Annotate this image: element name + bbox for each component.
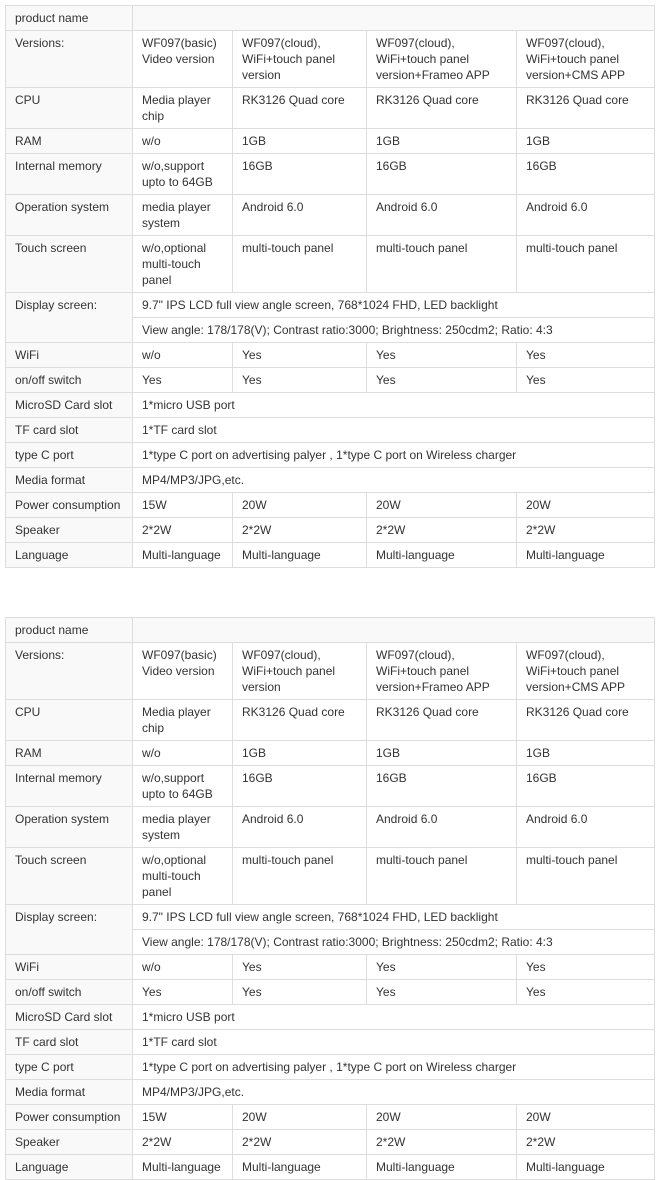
spec-value: 16GB (517, 766, 655, 807)
spec-row (6, 129, 655, 154)
spec-label: Media format (6, 468, 133, 493)
spec-value: RK3126 Quad core (233, 88, 367, 129)
spec-label: Operation system (6, 807, 133, 848)
spec-value: 16GB (517, 154, 655, 195)
spec-value: 2*2W (517, 1130, 655, 1155)
spec-value: media player system (133, 195, 233, 236)
spec-value: View angle: 178/178(V); Contrast ratio:3000; Brightness: 250cdm2; Ratio: 4:3 (133, 318, 655, 343)
spec-value: MP4/MP3/JPG,etc. (133, 1080, 655, 1105)
spec-row (6, 741, 655, 766)
spec-label: Media format (6, 1080, 133, 1105)
spec-label: Touch screen (6, 848, 133, 905)
spec-value: w/o,support upto to 64GB (133, 766, 233, 807)
spec-value: Yes (233, 980, 367, 1005)
spec-value: Yes (517, 368, 655, 393)
spec-row (6, 1005, 655, 1030)
spec-row (6, 293, 655, 318)
spec-value: 2*2W (367, 1130, 517, 1155)
spec-label: Speaker (6, 518, 133, 543)
spec-value: Multi-language (233, 1155, 367, 1180)
spec-row (6, 493, 655, 518)
spec-value: 16GB (367, 766, 517, 807)
spec-value: 1*type C port on advertising palyer , 1*type C port on Wireless charger (133, 443, 655, 468)
spec-row (6, 1055, 655, 1080)
spec-value: 16GB (367, 154, 517, 195)
spec-row (6, 1105, 655, 1130)
spec-value: Multi-language (367, 1155, 517, 1180)
spec-table-body (6, 6, 655, 568)
spec-value: Android 6.0 (517, 195, 655, 236)
spec-value: 2*2W (517, 518, 655, 543)
spec-value: 15W (133, 1105, 233, 1130)
spec-label: Power consumption (6, 1105, 133, 1130)
spec-value: WF097(cloud), WiFi+touch panel version (233, 31, 367, 88)
spec-row (6, 1030, 655, 1055)
spec-row (6, 468, 655, 493)
spec-value: 20W (233, 1105, 367, 1130)
spec-label: CPU (6, 88, 133, 129)
spec-label: Speaker (6, 1130, 133, 1155)
spec-value (133, 6, 655, 31)
spec-value: 16GB (233, 154, 367, 195)
spec-row (6, 88, 655, 129)
spec-value: 1GB (233, 741, 367, 766)
spec-value: Yes (517, 955, 655, 980)
spec-label: Display screen: (6, 905, 133, 955)
spec-value: Multi-language (133, 1155, 233, 1180)
spec-table-body (6, 618, 655, 1180)
spec-value: 2*2W (233, 518, 367, 543)
spec-label: WiFi (6, 343, 133, 368)
spec-row (6, 1130, 655, 1155)
spec-value: Multi-language (133, 543, 233, 568)
spec-label: Touch screen (6, 236, 133, 293)
spec-value: w/o,support upto to 64GB (133, 154, 233, 195)
spec-value (133, 618, 655, 643)
spec-value: Media player chip (133, 88, 233, 129)
spec-value: multi-touch panel (233, 848, 367, 905)
spec-value: Multi-language (367, 543, 517, 568)
spec-value: 1GB (233, 129, 367, 154)
spec-value: WF097(cloud), WiFi+touch panel version (233, 643, 367, 700)
spec-row (6, 418, 655, 443)
spec-value: 1GB (367, 129, 517, 154)
spec-value: 20W (233, 493, 367, 518)
spec-row (6, 543, 655, 568)
spec-value: 20W (517, 1105, 655, 1130)
spec-value: WF097(cloud), WiFi+touch panel version+CMS APP (517, 31, 655, 88)
spec-label: Display screen: (6, 293, 133, 343)
spec-value: Yes (233, 955, 367, 980)
spec-label: Internal memory (6, 766, 133, 807)
spec-value: MP4/MP3/JPG,etc. (133, 468, 655, 493)
spec-label: Versions: (6, 31, 133, 88)
spec-value: multi-touch panel (367, 236, 517, 293)
spec-value: 2*2W (133, 518, 233, 543)
spec-value: Android 6.0 (367, 807, 517, 848)
spec-value: 1*TF card slot (133, 1030, 655, 1055)
spec-value: RK3126 Quad core (233, 700, 367, 741)
spec-value: Android 6.0 (233, 195, 367, 236)
spec-row (6, 1080, 655, 1105)
spec-value: w/o,optional multi-touch panel (133, 236, 233, 293)
spec-value: Yes (517, 980, 655, 1005)
spec-value: multi-touch panel (367, 848, 517, 905)
spec-table-1 (5, 5, 655, 568)
spec-value: 1GB (517, 741, 655, 766)
spec-value: 20W (367, 493, 517, 518)
spec-label: type C port (6, 443, 133, 468)
spec-value: 16GB (233, 766, 367, 807)
spec-label: CPU (6, 700, 133, 741)
spec-row (6, 1155, 655, 1180)
spec-value: Yes (233, 343, 367, 368)
spec-value: Yes (133, 368, 233, 393)
spec-row (6, 236, 655, 293)
spec-value: RK3126 Quad core (517, 700, 655, 741)
spec-row (6, 343, 655, 368)
spec-row (6, 518, 655, 543)
spec-label: on/off switch (6, 368, 133, 393)
spec-label: Language (6, 1155, 133, 1180)
spec-label: MicroSD Card slot (6, 393, 133, 418)
spec-value: 1*TF card slot (133, 418, 655, 443)
spec-row (6, 368, 655, 393)
spec-value: WF097(basic) Video version (133, 31, 233, 88)
spec-label: Language (6, 543, 133, 568)
spec-value: w/o,optional multi-touch panel (133, 848, 233, 905)
spec-label: MicroSD Card slot (6, 1005, 133, 1030)
spec-value: multi-touch panel (517, 236, 655, 293)
spec-label: product name (6, 6, 133, 31)
spec-value: Yes (517, 343, 655, 368)
spec-value: 20W (367, 1105, 517, 1130)
spec-value: Multi-language (517, 543, 655, 568)
spec-row (6, 195, 655, 236)
spec-value: w/o (133, 129, 233, 154)
spec-value: WF097(cloud), WiFi+touch panel version+CMS APP (517, 643, 655, 700)
spec-value: 1*micro USB port (133, 1005, 655, 1030)
spec-value: Yes (233, 368, 367, 393)
spec-value: multi-touch panel (517, 848, 655, 905)
spec-row (6, 955, 655, 980)
spec-value: 2*2W (233, 1130, 367, 1155)
spec-value: w/o (133, 955, 233, 980)
spec-value: WF097(cloud), WiFi+touch panel version+Frameo APP (367, 31, 517, 88)
spec-label: product name (6, 618, 133, 643)
spec-value: RK3126 Quad core (517, 88, 655, 129)
spec-row (6, 618, 655, 643)
spec-label: Operation system (6, 195, 133, 236)
spec-row (6, 980, 655, 1005)
spec-label: RAM (6, 741, 133, 766)
spec-value: 1*type C port on advertising palyer , 1*type C port on Wireless charger (133, 1055, 655, 1080)
spec-label: RAM (6, 129, 133, 154)
spec-value: Yes (133, 980, 233, 1005)
spec-row (6, 31, 655, 88)
spec-label: on/off switch (6, 980, 133, 1005)
spec-value: Multi-language (233, 543, 367, 568)
spec-value: 15W (133, 493, 233, 518)
spec-value: 9.7" IPS LCD full view angle screen, 768*1024 FHD, LED backlight (133, 293, 655, 318)
spec-table-2 (5, 617, 655, 1180)
spec-row (6, 766, 655, 807)
spec-label: TF card slot (6, 1030, 133, 1055)
spec-value: Media player chip (133, 700, 233, 741)
spec-value: WF097(cloud), WiFi+touch panel version+Frameo APP (367, 643, 517, 700)
spec-value: WF097(basic) Video version (133, 643, 233, 700)
spec-label: TF card slot (6, 418, 133, 443)
spec-label: Versions: (6, 643, 133, 700)
spec-value: 1*micro USB port (133, 393, 655, 418)
spec-value: media player system (133, 807, 233, 848)
spec-row (6, 643, 655, 700)
spec-value: Android 6.0 (233, 807, 367, 848)
spec-row (6, 154, 655, 195)
spec-value: Yes (367, 368, 517, 393)
spec-row (6, 443, 655, 468)
spec-label: type C port (6, 1055, 133, 1080)
spec-value: w/o (133, 741, 233, 766)
spec-value: 1GB (367, 741, 517, 766)
spec-value: 2*2W (367, 518, 517, 543)
spec-label: WiFi (6, 955, 133, 980)
spec-value: 1GB (517, 129, 655, 154)
spec-value: RK3126 Quad core (367, 700, 517, 741)
spec-value: multi-touch panel (233, 236, 367, 293)
spec-row (6, 848, 655, 905)
spec-row (6, 905, 655, 930)
spec-value: Yes (367, 980, 517, 1005)
spec-value: Multi-language (517, 1155, 655, 1180)
spec-value: RK3126 Quad core (367, 88, 517, 129)
spec-value: w/o (133, 343, 233, 368)
spec-value: Yes (367, 343, 517, 368)
spec-row (6, 393, 655, 418)
spec-label: Power consumption (6, 493, 133, 518)
spec-row (6, 700, 655, 741)
spec-value: 2*2W (133, 1130, 233, 1155)
spec-value: Android 6.0 (367, 195, 517, 236)
spec-value: 20W (517, 493, 655, 518)
spec-value: Android 6.0 (517, 807, 655, 848)
spec-label: Internal memory (6, 154, 133, 195)
spec-value: 9.7" IPS LCD full view angle screen, 768*1024 FHD, LED backlight (133, 905, 655, 930)
spec-value: View angle: 178/178(V); Contrast ratio:3000; Brightness: 250cdm2; Ratio: 4:3 (133, 930, 655, 955)
spec-value: Yes (367, 955, 517, 980)
spec-row (6, 6, 655, 31)
spec-row (6, 807, 655, 848)
